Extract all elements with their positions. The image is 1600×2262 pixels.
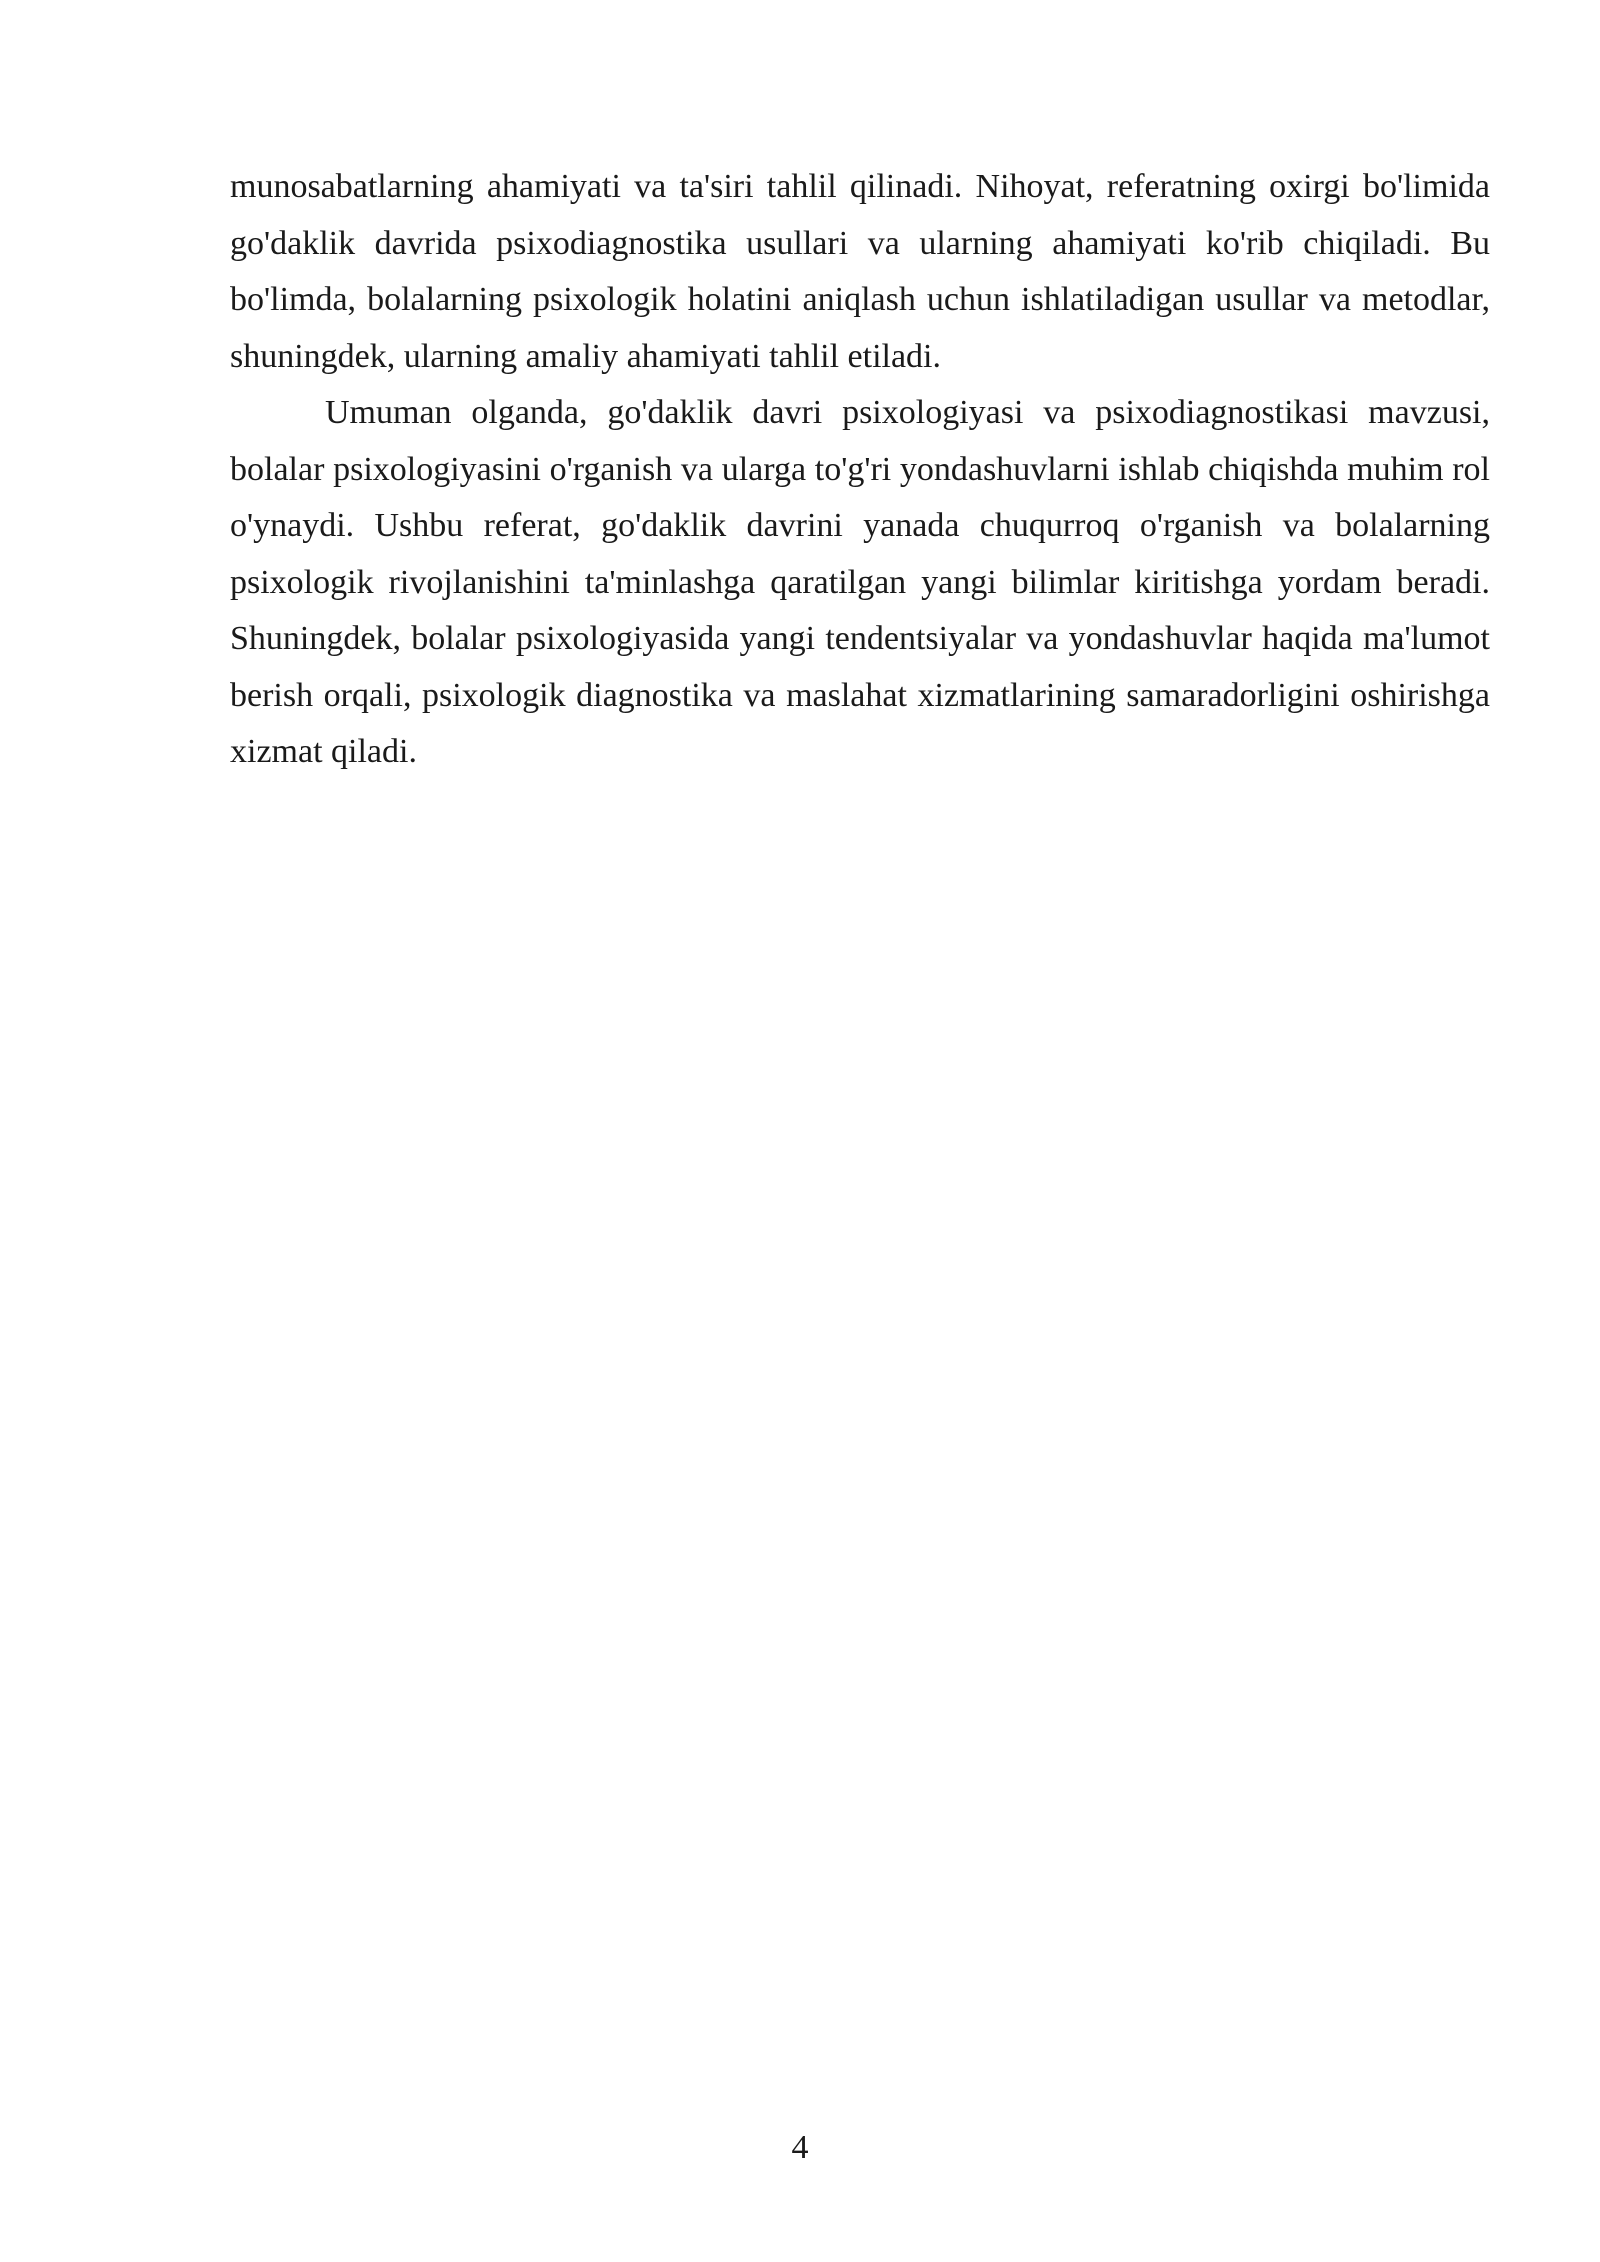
body-text: [230, 159, 1490, 781]
page-number: 4: [791, 2129, 809, 2166]
paragraph-continuation: munosabatlarning ahamiyati va ta'siri tahlil qilinadi. Nihoyat, referatning oxirgi bo'limida go'daklik davrida psixodiagnostika usullari va ularning ahamiyati ko'rib chiqiladi. Bu bo'limda, bolalarning psixologik holatini aniqlash uchun ishlatiladigan usullar va metodlar, shuningdek, ularning amaliy ahamiyati tahlil etiladi.: [230, 168, 1490, 375]
paragraph-conclusion: Umuman olganda, go'daklik davri psixologiyasi va psixodiagnostikasi mavzusi, bolalar psixologiyasini o'rganish va ularga to'g'ri yondashuvlarni ishlab chiqishda muhim rol o'ynaydi. Ushbu referat, go'daklik davrini yanada chuqurroq o'rganish va bolalarning psixologik rivojlanishini ta'minlashga qaratilgan yangi bilimlar kiritishga yordam beradi. Shuningdek, bolalar psixologiyasida yangi tendentsiyalar va yondashuvlar haqida ma'lumot berish orqali, psixologik diagnostika va maslahat xizmatlarining samaradorligini oshirishga xizmat qiladi.: [230, 394, 1490, 770]
